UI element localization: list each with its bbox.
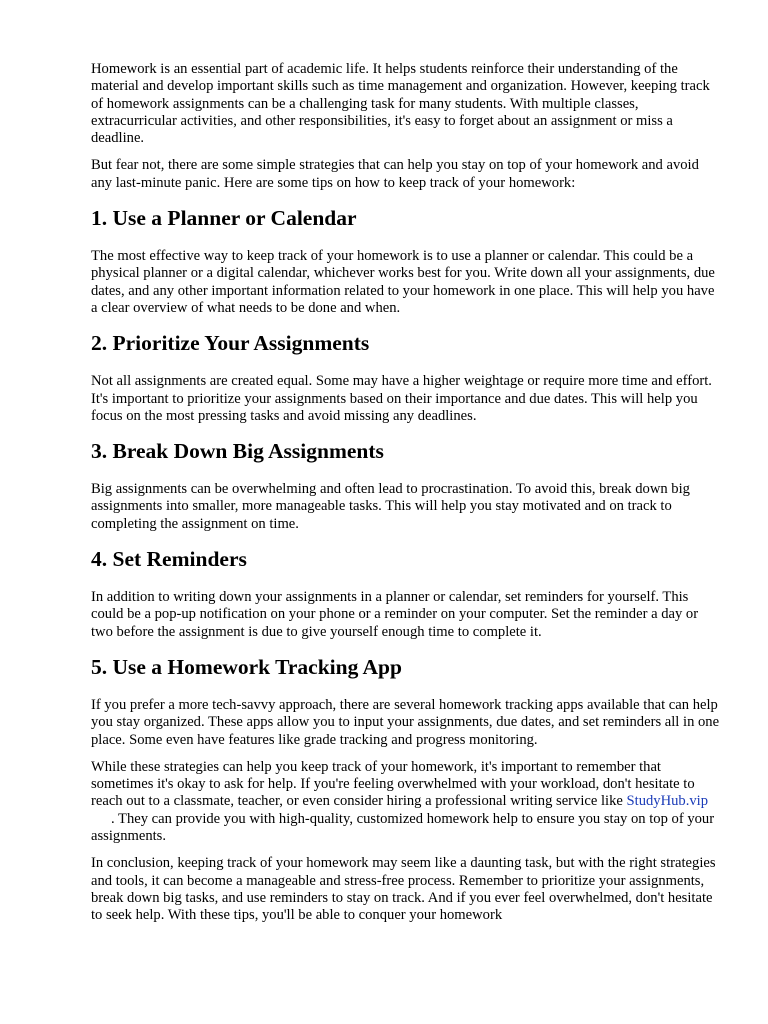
section-body-tracking-app: If you prefer a more tech-savvy approach, there are several homework tracking apps available that can help you stay organized. These apps allow you to input your assignments, due dates, and set reminders all in one place. Some even have features like grade tracking and progress monitoring. bbox=[91, 696, 720, 748]
studyhub-link[interactable]: StudyHub.vip bbox=[626, 793, 709, 810]
intro-paragraph-2: But fear not, there are some simple strategies that can help you stay on top of your homework and avoid any last-minute panic. Here are some tips on how to keep track of your homework: bbox=[91, 157, 699, 191]
section-heading-reminders: 4. Set Reminders bbox=[91, 547, 247, 572]
section-heading-tracking-app: 5. Use a Homework Tracking App bbox=[91, 654, 402, 679]
section-heading-prioritize: 2. Prioritize Your Assignments bbox=[91, 331, 370, 356]
section-heading-planner: 1. Use a Planner or Calendar bbox=[91, 206, 357, 231]
help-paragraph bbox=[91, 759, 722, 845]
conclusion-paragraph: In conclusion, keeping track of your homework may seem like a daunting task, but with the right strategies and tools, it can become a manageable and stress-free process. Remember to prioritize your assignments, break down big tasks, and use reminders to stay on track. And if you ever feel overwhelmed, don't hesitate to seek help. With these tips, you'll be able to conquer your homework bbox=[91, 855, 716, 924]
section-heading-break-down: 3. Break Down Big Assignments bbox=[91, 439, 384, 464]
intro-paragraph-1: Homework is an essential part of academic life. It helps students reinforce their understanding of the material and develop important skills such as time management and organization. However, keeping track of homework assignments can be a challenging task for many students. With multiple classes, extracurricular activities, and other responsibilities, it's easy to forget about an assignment or miss a deadline. bbox=[91, 61, 710, 147]
section-body-planner: The most effective way to keep track of your homework is to use a planner or calendar. This could be a physical planner or a digital calendar, whichever works best for you. Write down all your assignments, due dates, and any other important information related to your homework in one place. This will help you have a clear overview of what needs to be done and when. bbox=[91, 248, 715, 316]
section-body-break-down: Big assignments can be overwhelming and often lead to procrastination. To avoid this, break down big assignments into smaller, more manageable tasks. This will help you stay motivated and on track to completing the assignment on time. bbox=[91, 481, 690, 532]
help-text-after-link: . They can provide you with high-quality, customized homework help to ensure you stay on top of your assignments. bbox=[91, 810, 715, 845]
help-text-before-link: While these strategies can help you keep track of your homework, it's important to remember that sometimes it's okay to ask for help. If you're feeling overwhelmed with your workload, don't hesitate to reach out to a classmate, teacher, or even consider hiring a professional writing service like bbox=[91, 758, 695, 810]
section-body-prioritize: Not all assignments are created equal. Some may have a higher weightage or require more time and effort. It's important to prioritize your assignments based on their importance and due dates. This will help you focus on the most pressing tasks and avoid missing any deadlines. bbox=[91, 373, 712, 424]
section-body-reminders: In addition to writing down your assignments in a planner or calendar, set reminders for yourself. This could be a pop-up notification on your phone or a reminder on your computer. Set the reminder a day or two before the assignment is due to give yourself enough time to complete it. bbox=[91, 589, 699, 640]
